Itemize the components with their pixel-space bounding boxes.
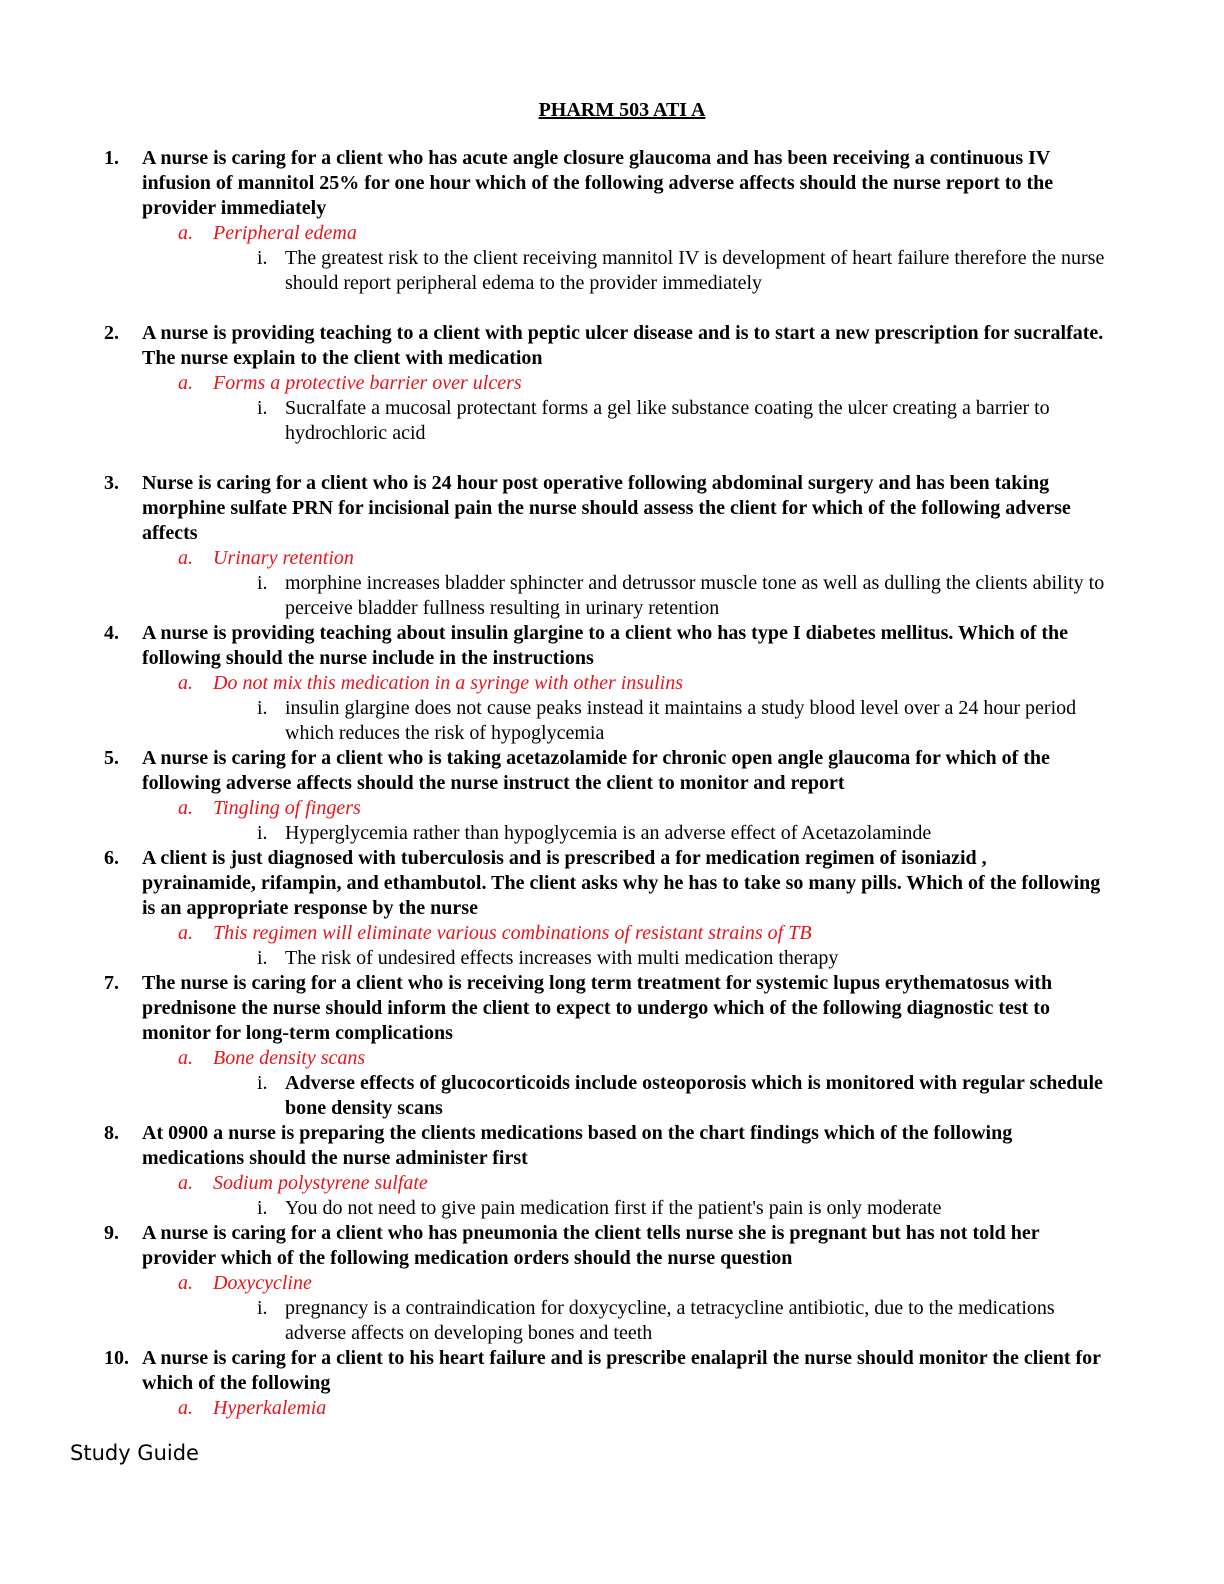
question-list (0, 146, 1224, 1421)
answer-line (0, 921, 1224, 946)
answer-text: Bone density scans (213, 1047, 366, 1069)
answer-text: Doxycycline (213, 1272, 312, 1294)
rationale-text: Adverse effects of glucocorticoids include osteoporosis which is monitored with regular schedule bone density scans (285, 1072, 1103, 1119)
question-number: 3. (104, 472, 119, 494)
rationale-numeral: i. (257, 697, 268, 719)
answer-letter: a. (178, 222, 193, 244)
footer-label: Study Guide (70, 1441, 199, 1465)
rationale-text: You do not need to give pain medication first if the patient's pain is only moderate (285, 1197, 942, 1219)
answer-letter: a. (178, 797, 193, 819)
question-text: A nurse is caring for a client who has acute angle closure glaucoma and has been receiving a continuous IV infusion of mannitol 25% for one hour which of the following adverse affects should the nurse report to the provider immediately (142, 147, 1054, 219)
question-item (0, 1121, 1224, 1221)
question-item (0, 971, 1224, 1121)
rationale-numeral: i. (257, 397, 268, 419)
page-title: PHARM 503 ATI A (538, 99, 706, 121)
answer-letter: a. (178, 922, 193, 944)
question-item (0, 746, 1224, 846)
answer-line (0, 546, 1224, 571)
question-text: A nurse is caring for a client who has pneumonia the client tells nurse she is pregnant but has not told her provider which of the following medication orders should the nurse question (142, 1222, 1040, 1269)
answer-line (0, 796, 1224, 821)
answer-text: Do not mix this medication in a syringe with other insulins (213, 672, 683, 694)
question-item (0, 1346, 1224, 1421)
answer-line (0, 221, 1224, 246)
rationale-text: morphine increases bladder sphincter and detrussor muscle tone as well as dulling the clients ability to perceive bladder fullness resulting in urinary retention (285, 572, 1105, 619)
rationale-numeral: i. (257, 1297, 268, 1319)
question-number: 5. (104, 747, 119, 769)
question-text: A nurse is providing teaching about insulin glargine to a client who has type I diabetes mellitus. Which of the following should the nurse include in the instructions (142, 622, 1069, 669)
answer-text: This regimen will eliminate various combinations of resistant strains of TB (213, 922, 812, 944)
rationale-line (0, 1196, 1224, 1221)
rationale-line (0, 946, 1224, 971)
answer-line (0, 371, 1224, 396)
question-text: A nurse is caring for a client to his heart failure and is prescribe enalapril the nurse should monitor the client for which of the following (142, 1347, 1101, 1394)
question-text: A nurse is caring for a client who is taking acetazolamide for chronic open angle glaucoma for which of the following adverse affects should the nurse instruct the client to monitor and report (142, 747, 1050, 794)
answer-line (0, 1171, 1224, 1196)
rationale-numeral: i. (257, 1072, 268, 1094)
question-item (0, 1221, 1224, 1346)
answer-letter: a. (178, 1397, 193, 1419)
question-number: 4. (104, 622, 119, 644)
rationale-line (0, 571, 1224, 621)
rationale-numeral: i. (257, 822, 268, 844)
rationale-numeral: i. (257, 572, 268, 594)
answer-letter: a. (178, 372, 193, 394)
answer-text: Tingling of fingers (213, 797, 361, 819)
rationale-line (0, 821, 1224, 846)
question-number: 9. (104, 1222, 119, 1244)
question-text: The nurse is caring for a client who is receiving long term treatment for systemic lupus erythematosus with prednisone the nurse should inform the client to expect to undergo which of the following diagnostic test to monitor for long-term complications (142, 972, 1053, 1044)
rationale-line (0, 1071, 1224, 1121)
rationale-text: pregnancy is a contraindication for doxycycline, a tetracycline antibiotic, due to the medications adverse affects on developing bones and teeth (285, 1297, 1055, 1344)
question-number: 1. (104, 147, 119, 169)
rationale-text: Sucralfate a mucosal protectant forms a gel like substance coating the ulcer creating a barrier to hydrochloric acid (285, 397, 1050, 444)
question-item (0, 471, 1224, 621)
question-text: A client is just diagnosed with tuberculosis and is prescribed a for medication regimen of isoniazid , pyrainamide, rifampin, and ethambutol. The client asks why he has to take so many pills. Which of the following is an appropriate response by the nurse (142, 847, 1101, 919)
answer-letter: a. (178, 547, 193, 569)
question-item (0, 146, 1224, 296)
question-text: At 0900 a nurse is preparing the clients medications based on the chart findings which of the following medications should the nurse administer first (142, 1122, 1013, 1169)
answer-text: Forms a protective barrier over ulcers (213, 372, 522, 394)
rationale-numeral: i. (257, 1197, 268, 1219)
question-number: 2. (104, 322, 119, 344)
answer-line (0, 1396, 1224, 1421)
rationale-numeral: i. (257, 947, 268, 969)
answer-line (0, 1271, 1224, 1296)
answer-line (0, 1046, 1224, 1071)
rationale-text: insulin glargine does not cause peaks instead it maintains a study blood level over a 24 hour period which reduces the risk of hypoglycemia (285, 697, 1077, 744)
question-text: Nurse is caring for a client who is 24 hour post operative following abdominal surgery and has been taking morphine sulfate PRN for incisional pain the nurse should assess the client for which of the following adverse affects (142, 472, 1071, 544)
question-number: 7. (104, 972, 119, 994)
question-number: 10. (104, 1347, 129, 1369)
question-item (0, 846, 1224, 971)
rationale-line (0, 396, 1224, 446)
answer-text: Peripheral edema (213, 222, 357, 244)
answer-text: Hyperkalemia (213, 1397, 327, 1419)
answer-text: Sodium polystyrene sulfate (213, 1172, 428, 1194)
question-text: A nurse is providing teaching to a client with peptic ulcer disease and is to start a new prescription for sucralfate. The nurse explain to the client with medication (142, 322, 1104, 369)
answer-text: Urinary retention (213, 547, 354, 569)
answer-letter: a. (178, 672, 193, 694)
question-item (0, 621, 1224, 746)
question-number: 8. (104, 1122, 119, 1144)
rationale-text: The risk of undesired effects increases with multi medication therapy (285, 947, 839, 969)
answer-line (0, 671, 1224, 696)
rationale-line (0, 246, 1224, 296)
answer-letter: a. (178, 1047, 193, 1069)
rationale-text: Hyperglycemia rather than hypoglycemia is an adverse effect of Acetazolaminde (285, 822, 932, 844)
answer-letter: a. (178, 1172, 193, 1194)
rationale-line (0, 696, 1224, 746)
rationale-text: The greatest risk to the client receiving mannitol IV is development of heart failure therefore the nurse should report peripheral edema to the provider immediately (285, 247, 1105, 294)
question-number: 6. (104, 847, 119, 869)
rationale-numeral: i. (257, 247, 268, 269)
question-item (0, 321, 1224, 446)
rationale-line (0, 1296, 1224, 1346)
answer-letter: a. (178, 1272, 193, 1294)
